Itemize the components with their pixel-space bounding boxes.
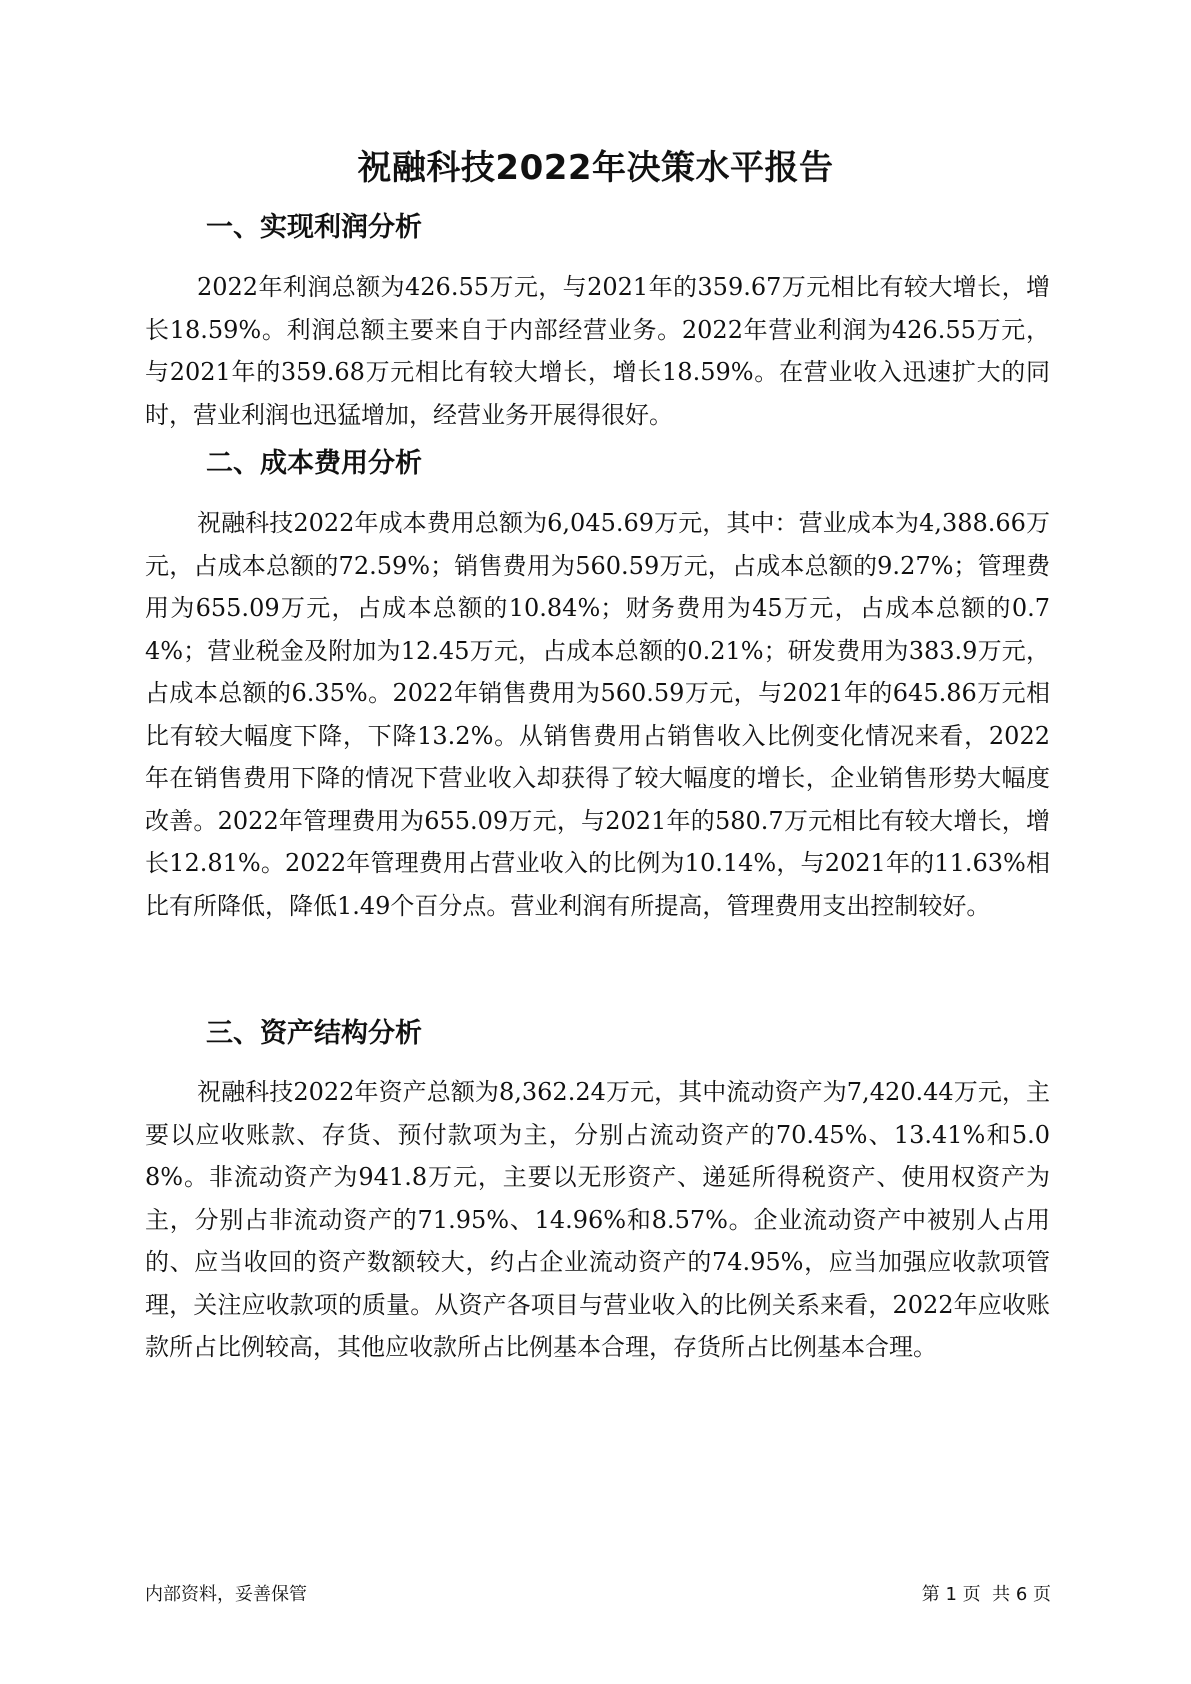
section-heading-cost: 二、成本费用分析 [206, 448, 422, 479]
section-paragraph-profit: 2022年利润总额为426.55万元，与2021年的359.67万元相比有较大增长，增长18.59%。利润总额主要来自于内部经营业务。2022年营业利润为426.55万元，与2021年的359.68万元相比有较大增长，增长18.59%。在营业收入迅速扩大的同时，营业利润也迅猛增加，经营业务开展得很好。 [145, 273, 1050, 429]
section-heading-assets: 三、资产结构分析 [206, 1018, 422, 1049]
section-paragraph-assets: 祝融科技2022年资产总额为8,362.24万元，其中流动资产为7,420.44万元，主要以应收账款、存货、预付款项为主，分别占流动资产的70.45%、13.41%和5.08%。非流动资产为941.8万元，主要以无形资产、递延所得税资产、使用权资产为主，分别占非流动资产的71.95%、14.96%和8.57%。企业流动资产中被别人占用的、应当收回的资产数额较大，约占企业流动资产的74.95%，应当加强应收款项管理，关注应收款项的质量。从资产各项目与营业收入的比例关系来看，2022年应收账款所占比例较高，其他应收款所占比例基本合理，存货所占比例基本合理。 [145, 1078, 1050, 1361]
section-paragraph-cost: 祝融科技2022年成本费用总额为6,045.69万元，其中：营业成本为4,388.66万元，占成本总额的72.59%；销售费用为560.59万元，占成本总额的9.27%；管理费用为655.09万元，占成本总额的10.84%；财务费用为45万元，占成本总额的0.74%；营业税金及附加为12.45万元，占成本总额的0.21%；研发费用为383.9万元，占成本总额的6.35%。2022年销售费用为560.59万元，与2021年的645.86万元相比有较大幅度下降，下降13.2%。从销售费用占销售收入比例变化情况来看，2022年在销售费用下降的情况下营业收入却获得了较大幅度的增长，企业销售形势大幅度改善。2022年管理费用为655.09万元，与2021年的580.7万元相比有较大增长，增长12.81%。2022年管理费用占营业收入的比例为10.14%，与2021年的11.63%相比有所降低，降低1.49个百分点。营业利润有所提高，管理费用支出控制较好。 [145, 509, 1050, 920]
footer-page-number: 第 1 页 共 6 页 [921, 1584, 1051, 1605]
footer-confidential-note: 内部资料，妥善保管 [145, 1584, 307, 1605]
document-title: 祝融科技2022年决策水平报告 [357, 148, 834, 188]
section-heading-profit: 一、实现利润分析 [206, 212, 422, 243]
